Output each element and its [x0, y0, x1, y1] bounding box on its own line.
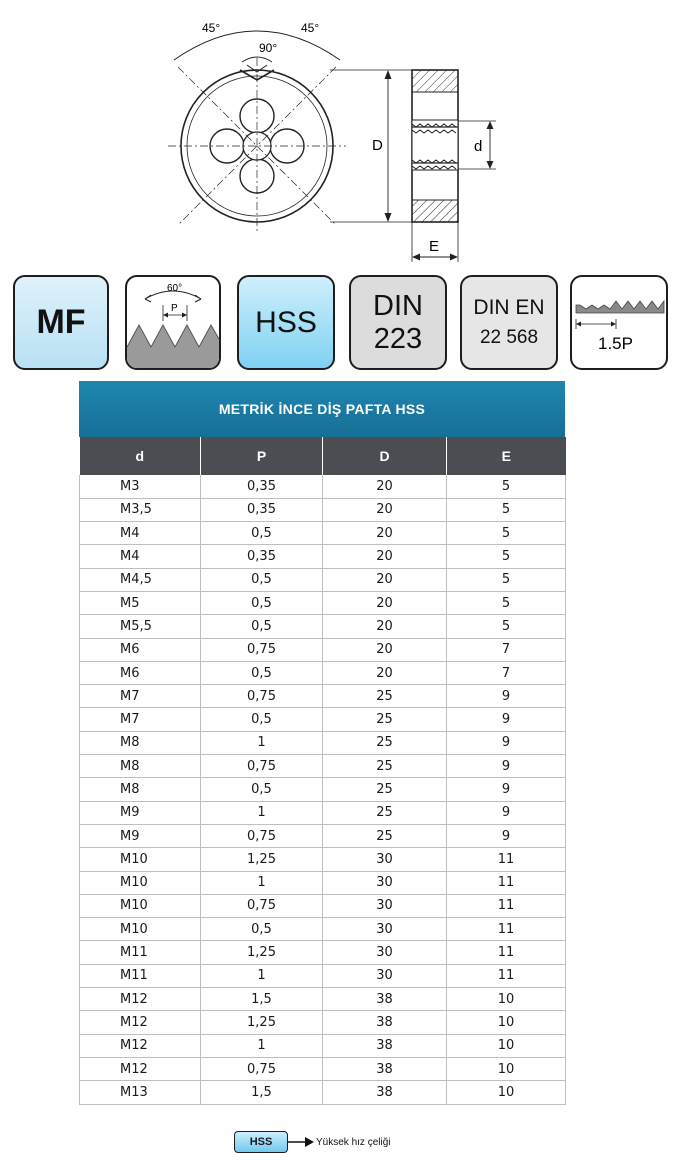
cell-E: 11	[447, 941, 566, 964]
table-row	[80, 708, 566, 731]
cell-P: 0,75	[201, 1057, 323, 1080]
cell-E: 9	[447, 708, 566, 731]
die-side-view	[412, 70, 458, 222]
cell-E: 5	[447, 615, 566, 638]
table-row	[80, 988, 566, 1011]
table-row	[80, 1081, 566, 1104]
cell-D: 20	[323, 568, 447, 591]
product-table	[79, 381, 565, 1105]
cell-d: M4	[80, 545, 201, 568]
cell-d: M10	[80, 871, 201, 894]
cell-E: 7	[447, 638, 566, 661]
cell-P: 0,75	[201, 685, 323, 708]
cell-D: 20	[323, 522, 447, 545]
table-row	[80, 755, 566, 778]
cell-d: M12	[80, 1034, 201, 1057]
cell-d: M12	[80, 1057, 201, 1080]
cell-P: 1	[201, 731, 323, 754]
cell-P: 0,35	[201, 545, 323, 568]
thread-profile-graphic	[127, 277, 219, 368]
table-row	[80, 778, 566, 801]
cell-P: 0,75	[201, 638, 323, 661]
table-row	[80, 615, 566, 638]
cell-E: 10	[447, 1011, 566, 1034]
hss-label: HSS	[255, 305, 317, 339]
cell-P: 0,75	[201, 755, 323, 778]
cell-D: 38	[323, 1081, 447, 1104]
cell-P: 0,5	[201, 591, 323, 614]
label-d: d	[474, 138, 483, 155]
chamfer-pitch-icon	[570, 275, 668, 370]
cell-P: 0,5	[201, 708, 323, 731]
cell-E: 11	[447, 848, 566, 871]
cell-P: 1	[201, 801, 323, 824]
cell-E: 9	[447, 778, 566, 801]
din-line2: 223	[373, 322, 423, 355]
cell-D: 38	[323, 988, 447, 1011]
table-row	[80, 824, 566, 847]
table-row	[80, 568, 566, 591]
cell-d: M7	[80, 685, 201, 708]
cell-D: 25	[323, 801, 447, 824]
din-line1: DIN	[373, 289, 423, 322]
cell-D: 25	[323, 731, 447, 754]
arrow-right-icon	[288, 1136, 314, 1148]
angle-right-label: 45°	[301, 21, 320, 35]
cell-P: 1,25	[201, 941, 323, 964]
cell-d: M9	[80, 824, 201, 847]
cell-d: M8	[80, 731, 201, 754]
cell-E: 10	[447, 1034, 566, 1057]
cell-d: M10	[80, 918, 201, 941]
chamfer-graphic	[572, 277, 666, 368]
table-row	[80, 685, 566, 708]
cell-D: 25	[323, 708, 447, 731]
spec-table	[79, 437, 566, 1105]
cell-d: M13	[80, 1081, 201, 1104]
cell-P: 0,75	[201, 824, 323, 847]
table-row	[80, 941, 566, 964]
cell-P: 1,25	[201, 1011, 323, 1034]
cell-P: 1	[201, 1034, 323, 1057]
cell-d: M9	[80, 801, 201, 824]
cell-D: 25	[323, 685, 447, 708]
cell-D: 30	[323, 871, 447, 894]
cell-P: 0,5	[201, 522, 323, 545]
cell-d: M3	[80, 475, 201, 498]
cell-D: 30	[323, 918, 447, 941]
table-row	[80, 1011, 566, 1034]
standard-din-en-icon	[460, 275, 558, 370]
cell-E: 5	[447, 568, 566, 591]
cell-P: 1	[201, 964, 323, 987]
cell-P: 0,75	[201, 894, 323, 917]
table-row	[80, 661, 566, 684]
cell-d: M11	[80, 941, 201, 964]
pitch-label: 1.5P	[598, 334, 633, 353]
cell-E: 9	[447, 801, 566, 824]
table-row	[80, 545, 566, 568]
cell-P: 1,5	[201, 1081, 323, 1104]
cell-E: 5	[447, 475, 566, 498]
table-row	[80, 918, 566, 941]
cell-E: 5	[447, 522, 566, 545]
cell-d: M4,5	[80, 568, 201, 591]
dimension-D	[330, 70, 412, 222]
cell-P: 0,5	[201, 661, 323, 684]
cell-d: M6	[80, 638, 201, 661]
table-row	[80, 871, 566, 894]
table-row	[80, 894, 566, 917]
standard-din-223-icon	[349, 275, 447, 370]
cell-E: 9	[447, 685, 566, 708]
cell-E: 11	[447, 871, 566, 894]
legend-hss-badge: HSS	[234, 1131, 288, 1153]
cell-E: 10	[447, 988, 566, 1011]
cell-E: 5	[447, 545, 566, 568]
material-hss-icon	[237, 275, 335, 370]
cell-E: 11	[447, 918, 566, 941]
legend	[234, 1131, 390, 1153]
cell-D: 25	[323, 778, 447, 801]
cell-D: 20	[323, 661, 447, 684]
cell-P: 0,35	[201, 475, 323, 498]
cell-E: 9	[447, 824, 566, 847]
cell-d: M5,5	[80, 615, 201, 638]
header-E: E	[447, 437, 566, 475]
cell-d: M12	[80, 1011, 201, 1034]
cell-d: M6	[80, 661, 201, 684]
cell-D: 20	[323, 498, 447, 521]
label-E: E	[429, 238, 440, 255]
cell-d: M7	[80, 708, 201, 731]
legend-text: Yüksek hız çeliği	[316, 1136, 391, 1148]
cell-D: 25	[323, 755, 447, 778]
header-D: D	[323, 437, 447, 475]
cell-D: 30	[323, 848, 447, 871]
cell-D: 38	[323, 1011, 447, 1034]
header-P: P	[201, 437, 323, 475]
cell-D: 38	[323, 1034, 447, 1057]
cell-E: 11	[447, 964, 566, 987]
table-header-row	[80, 437, 566, 475]
label-D: D	[372, 137, 383, 154]
table-row	[80, 475, 566, 498]
table-row	[80, 731, 566, 754]
cell-D: 30	[323, 941, 447, 964]
cell-D: 30	[323, 894, 447, 917]
cell-d: M5	[80, 591, 201, 614]
angle-left-label: 45°	[202, 21, 221, 35]
cell-E: 7	[447, 661, 566, 684]
thread-type-mf-icon	[13, 275, 109, 370]
table-title: METRİK İNCE DİŞ PAFTA HSS	[79, 381, 565, 437]
cell-d: M11	[80, 964, 201, 987]
cell-E: 9	[447, 731, 566, 754]
cell-d: M3,5	[80, 498, 201, 521]
cell-P: 0,5	[201, 778, 323, 801]
angle-top-label: 90°	[259, 41, 278, 55]
cell-D: 30	[323, 964, 447, 987]
thread-pitch-label: P	[171, 303, 178, 314]
cell-P: 1	[201, 871, 323, 894]
table-row	[80, 848, 566, 871]
cell-D: 20	[323, 475, 447, 498]
cell-P: 0,5	[201, 568, 323, 591]
table-row	[80, 498, 566, 521]
header-d: d	[80, 437, 201, 475]
table-row	[80, 1034, 566, 1057]
thread-profile-60-icon	[125, 275, 221, 370]
cell-P: 1,5	[201, 988, 323, 1011]
cell-D: 20	[323, 591, 447, 614]
cell-E: 10	[447, 1081, 566, 1104]
cell-P: 0,5	[201, 615, 323, 638]
thread-angle-label: 60°	[167, 283, 183, 294]
table-row	[80, 801, 566, 824]
cell-P: 0,5	[201, 918, 323, 941]
cell-d: M12	[80, 988, 201, 1011]
die-front-view	[168, 31, 346, 234]
die-technical-drawing	[150, 10, 510, 265]
table-row	[80, 591, 566, 614]
cell-D: 20	[323, 638, 447, 661]
cell-d: M10	[80, 894, 201, 917]
cell-P: 1,25	[201, 848, 323, 871]
mf-label: MF	[36, 303, 86, 341]
cell-d: M4	[80, 522, 201, 545]
cell-E: 5	[447, 498, 566, 521]
cell-E: 11	[447, 894, 566, 917]
table-row	[80, 638, 566, 661]
cell-D: 25	[323, 824, 447, 847]
dinen-line1: DIN EN	[473, 295, 545, 319]
cell-P: 0,35	[201, 498, 323, 521]
cell-D: 38	[323, 1057, 447, 1080]
table-row	[80, 1057, 566, 1080]
cell-D: 20	[323, 545, 447, 568]
cell-E: 10	[447, 1057, 566, 1080]
cell-d: M8	[80, 778, 201, 801]
cell-d: M10	[80, 848, 201, 871]
cell-d: M8	[80, 755, 201, 778]
cell-E: 9	[447, 755, 566, 778]
table-row	[80, 964, 566, 987]
cell-E: 5	[447, 591, 566, 614]
dinen-line2: 22 568	[479, 326, 539, 348]
cell-D: 20	[323, 615, 447, 638]
table-row	[80, 522, 566, 545]
